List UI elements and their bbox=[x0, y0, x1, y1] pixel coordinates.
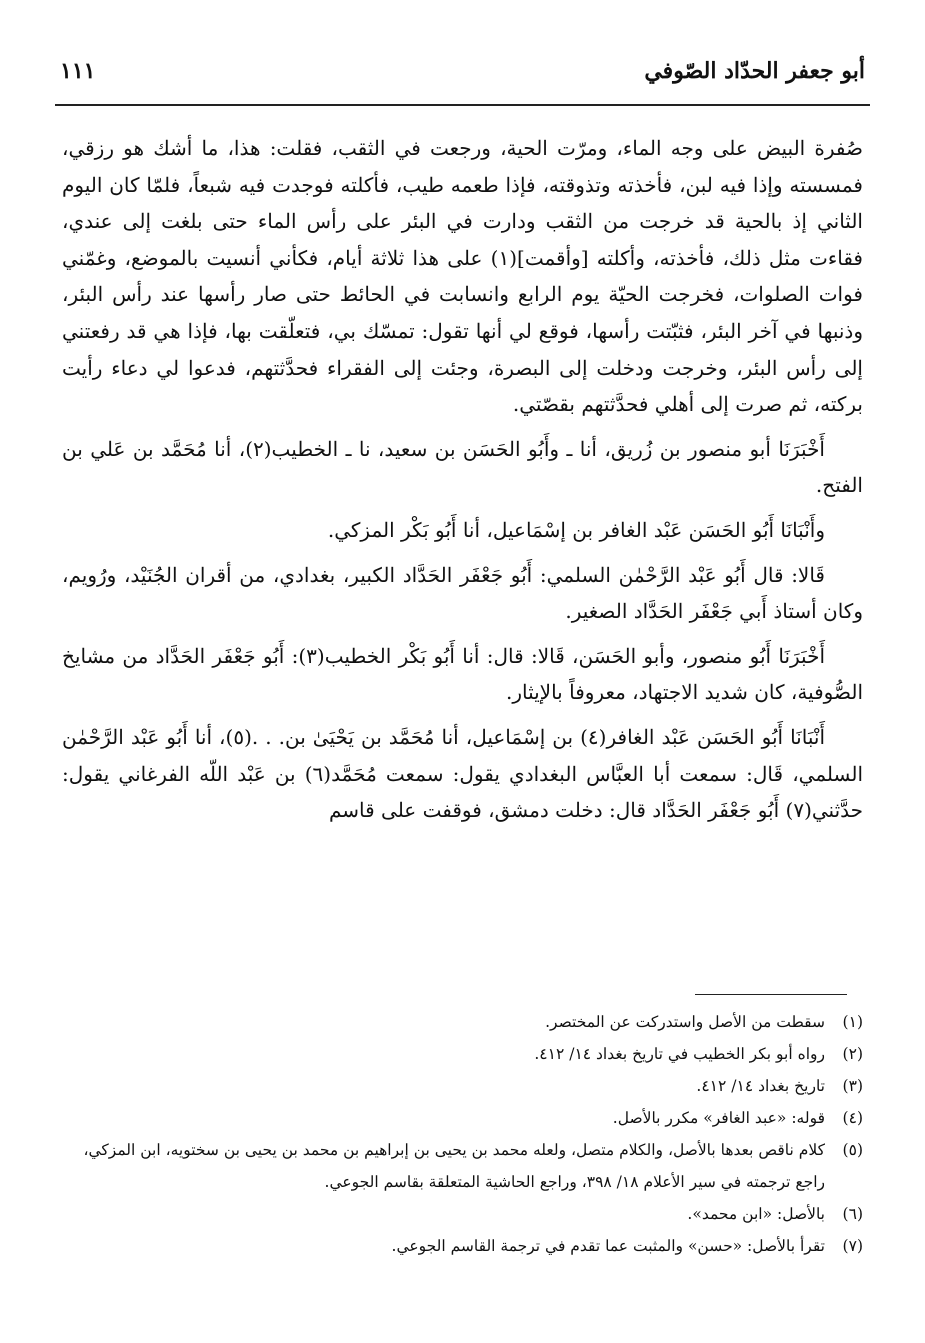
footnote-separator bbox=[695, 994, 847, 995]
footnote-number: (٦) bbox=[842, 1205, 863, 1223]
paragraph-khatib: أَخْبَرَنَا أَبُو منصور، وأبو الحَسَن، قَالا: قال: أنا أَبُو بَكْر الخطيب(٣): أَبُو جَعْفَر الحَدَّاد من مشايخ الصُّوفية، كان شديد الاجتهاد، معروفاً بالإيثار. bbox=[62, 643, 863, 705]
running-title: أبو جعفر الحدّاد الصّوفي bbox=[644, 58, 865, 84]
footnote bbox=[62, 1038, 863, 1070]
paragraph-farghani: أَنْبَانَا أَبُو الحَسَن عَبْد الغافر(٤) بن إسْمَاعيل، أنا مُحَمَّد بن يَحْيَىٰ بن. . .(٥)، أنا أَبُو عَبْد الرَّحْمٰن السلمي، قَال: سمعت أبا العبَّاس البغدادي يقول: سمعت مُحَمَّد(٦) بن عَبْد اللّه الفرغاني يقول: حدَّثني(٧) أَبُو جَعْفَر الحَدَّاد قال: دخلت دمشق، فوقفت على قاسم bbox=[62, 724, 863, 823]
paragraph-isnad-1: أَخْبَرَنَا أبو منصور بن زُريق، أنا ـ وأَبُو الحَسَن بن سعيد، نا ـ الخطيب(٢)، أنا مُحَمَّد بن عَلي بن الفتح. bbox=[62, 436, 863, 498]
footnote-text: رواه أبو بكر الخطيب في تاريخ بغداد ١٤/ ٤١٢. bbox=[534, 1045, 825, 1063]
page-number: ١١١ bbox=[60, 58, 96, 84]
body-text bbox=[62, 130, 863, 829]
footnote-number: (٣) bbox=[842, 1077, 863, 1095]
paragraph-isnad-2: وأَنْبَانَا أَبُو الحَسَن عَبْد الغافر بن إسْمَاعيل، أنا أَبُو بَكْر المزكي. bbox=[327, 517, 825, 542]
header-rule bbox=[55, 104, 870, 106]
footnote bbox=[62, 1070, 863, 1102]
footnote-text: سقطت من الأصل واستدركت عن المختصر. bbox=[545, 1013, 825, 1031]
footnote bbox=[62, 1198, 863, 1230]
footnote-number: (١) bbox=[842, 1013, 863, 1031]
paragraph-story: صُفرة البيض على وجه الماء، ومرّت الحية، ورجعت في الثقب، فقلت: هذا، ما أشك هو رزقي، فمسسته وإذا فيه لبن، فأخذته وتذوقته، فإذا طعمه طيب، فأكلته فوجدت فيه شبعاً، فلمّا كان اليوم الثاني إذ بالحية قد خرجت من الثقب ودارت في البئر على رأس الماء حتى بلغت إلى عندي، فقاءت مثل ذلك، فأخذته، وأكلته [وأقمت](١) على هذا ثلاثة أيام، فكأني أنسيت بالموضع، وغمّني فوات الصلوات، فخرجت الحيّة يوم الرابع وانسابت في الحائط حتى صار رأسها عند رأس البئر، وذنبها في آخر البئر، فثبّتت رأسها، فوقع لي أنها تقول: تمسّك بي، فتعلّقت بها، فإذا هي قد رفعتني إلى رأس البئر، وخرجت ودخلت إلى البصرة، وجئت إلى الفقراء فحدَّثتهم، فدعوا لي دعاء رأيت بركته، ثم صرت إلى أهلي فحدَّثتهم بقصّتي. bbox=[62, 136, 863, 417]
footnote-text: بالأصل: «ابن محمد». bbox=[687, 1205, 825, 1223]
footnote-text: قوله: «عبد الغافر» مكرر بالأصل. bbox=[612, 1109, 825, 1127]
footnote-text: تاريخ بغداد ١٤/ ٤١٢. bbox=[696, 1077, 825, 1095]
footnote bbox=[62, 1134, 863, 1198]
footnote-number: (٤) bbox=[842, 1109, 863, 1127]
footnote-text: تقرأ بالأصل: «حسن» والمثبت عما تقدم في ترجمة القاسم الجوعي. bbox=[391, 1237, 825, 1255]
footnote-number: (٢) bbox=[842, 1045, 863, 1063]
footnote-number: (٥) bbox=[842, 1141, 863, 1159]
footnote-number: (٧) bbox=[842, 1237, 863, 1255]
footnote-text: كلام ناقص بعدها بالأصل، والكلام متصل، ولعله محمد بن يحيى بن إبراهيم بن محمد بن يحيى بن سختويه، ابن المزكي، راجع ترجمته في سير الأعلام ١٨/ ٣٩٨، وراجع الحاشية المتعلقة بقاسم الجوعي. bbox=[83, 1141, 825, 1191]
footnote bbox=[62, 1006, 863, 1038]
footnotes bbox=[62, 1006, 863, 1262]
footnote bbox=[62, 1230, 863, 1262]
paragraph-sulami: قَالا: قال أَبُو عَبْد الرَّحْمٰن السلمي: أَبُو جَعْفَر الحَدَّاد الكبير، بغدادي، من أقران الجُنَيْد، ورُويم، وكان أستاذ أَبي جَعْفَر الحَدَّاد الصغير. bbox=[62, 562, 863, 624]
footnote bbox=[62, 1102, 863, 1134]
